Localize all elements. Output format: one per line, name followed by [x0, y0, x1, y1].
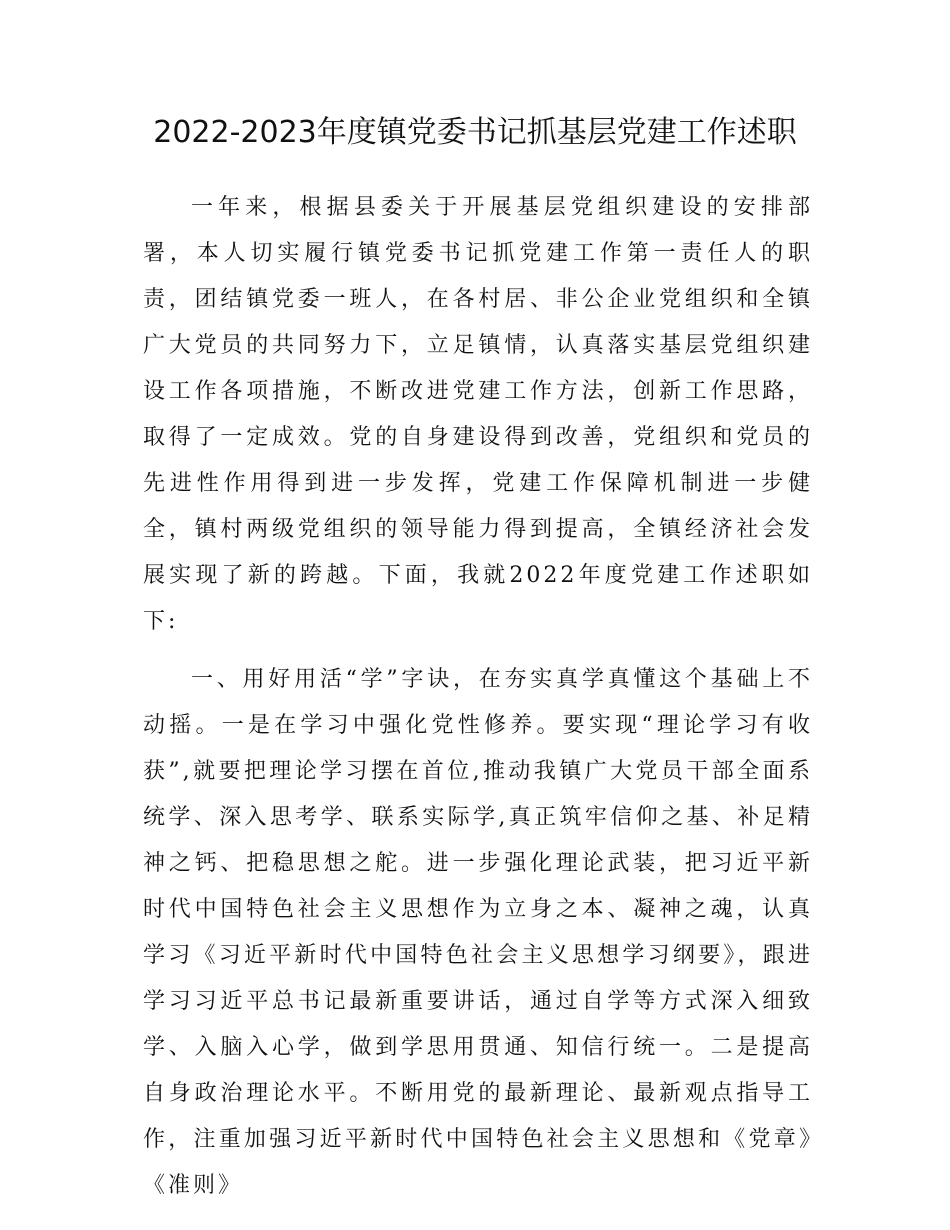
paragraph-section-1: 一、用好用活“学”字诀，在夯实真学真懂这个基础上不动摇。一是在学习中强化党性修养。要实现“理论学习有收获”,就要把理论学习摆在首位,推动我镇广大党员干部全面系统学、深入思考学、联系实际学,真正筑牢信仰之基、补足精神之钙、把稳思想之舵。进一步强化理论武装，把习近平新时代中国特色社会主义思想作为立身之本、凝神之魂，认真学习《习近平新时代中国特色社会主义思想学习纲要》，跟进学习习近平总书记最新重要讲话，通过自学等方式深入细致学、入脑入心学，做到学思用贯通、知信行统一。二是提高自身政治理论水平。不断用党的最新理论、最新观点指导工作，注重加强习近平新时代中国特色社会主义思想和《党章》《准则》: [143, 667, 813, 1198]
document-title: 2022-2023年度镇党委书记抓基层党建工作述职: [153, 115, 797, 150]
paragraph-intro: 一年来，根据县委关于开展基层党组织建设的安排部署，本人切实履行镇党委书记抓党建工作第一责任人的职责，团结镇党委一班人，在各村居、非公企业党组织和全镇广大党员的共同努力下，立足镇情，认真落实基层党组织建设工作各项措施，不断改进党建工作方法，创新工作思路，取得了一定成效。党的自身建设得到改善，党组织和党员的先进性作用得到进一步发挥，党建工作保障机制进一步健全，镇村两级党组织的领导能力得到提高，全镇经济社会发展实现了新的跨越。下面，我就2022年度党建工作述职如下:: [143, 195, 813, 634]
document-body: [143, 185, 813, 1209]
